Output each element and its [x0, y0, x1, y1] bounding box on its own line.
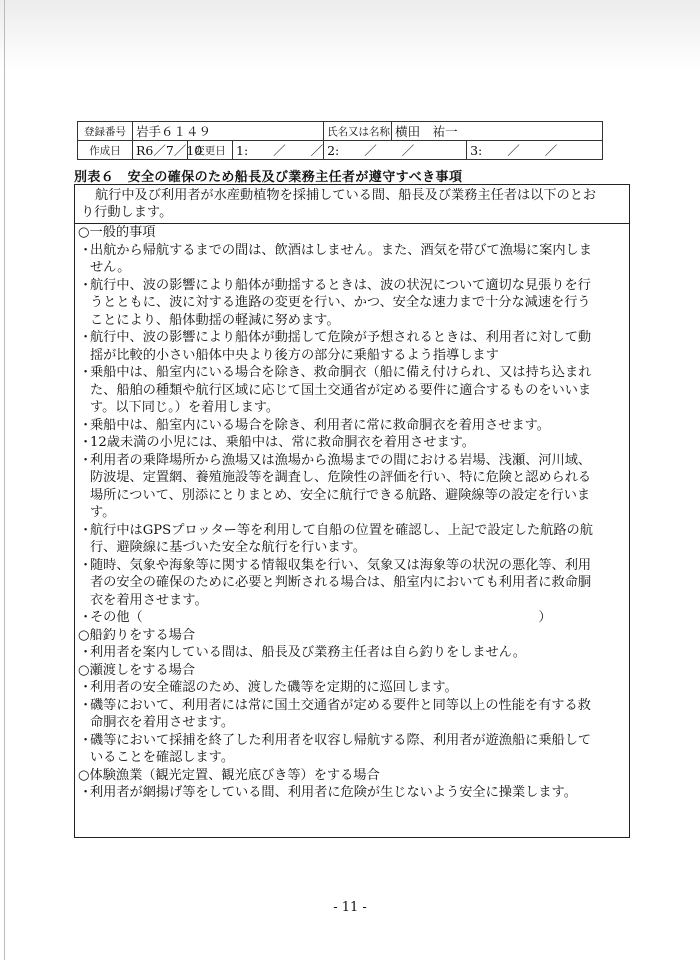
- rule-line: その他（ ）: [90, 610, 552, 625]
- rule-line: 利用者の乗降場所から漁場又は漁場から漁場までの間における岩場、浅瀬、河川域、: [90, 452, 592, 468]
- bullet-mark: ・: [79, 277, 93, 293]
- rule-line: 者の安全の確保のために必要と判断される場合は、船室内においても利用者に救命胴: [90, 575, 592, 590]
- registration-number-value: 岩手６１４９: [133, 122, 324, 141]
- created-date-value: R6／7／10: [133, 141, 188, 160]
- rule-item: [78, 417, 625, 435]
- bullet-mark: ・: [79, 330, 93, 345]
- rule-line: 航行中、波の影響により船体が動揺して危険が予想されるときは、利用者に対して動: [90, 330, 592, 345]
- name-value: 横田 祐一: [392, 122, 603, 141]
- rule-line: いることを確認します。: [90, 750, 235, 765]
- rule-item: [78, 434, 625, 452]
- page-top-shadow: [0, 0, 700, 70]
- bullet-mark: ・: [79, 645, 93, 660]
- bullet-mark: ・: [79, 365, 93, 380]
- bullet-mark: ・: [79, 435, 93, 450]
- bullet-mark: ・: [79, 785, 93, 800]
- rule-line: 出航から帰航するまでの間は、飲酒はしません。また、酒気を帯びて漁場に案内しま: [90, 242, 592, 258]
- intro-line: り行動します。: [81, 205, 173, 220]
- change-date-3: 3: ／ ／: [467, 141, 603, 160]
- rule-line: 随時、気象や海象等に関する情報収集を行い、気象又は海象等の状況の悪化等、利用: [90, 557, 592, 573]
- intro-line: 航行中及び利用者が水産動植物を採捕している間、船長及び業務主任者は以下のとお: [95, 188, 597, 203]
- rule-item: [78, 609, 625, 627]
- rule-line: 命胴衣を着用させます。: [90, 715, 235, 730]
- rule-line: 磯等において、利用者には常に国土交通省が定める要件と同等以上の性能を有する救: [90, 697, 591, 713]
- bullet-mark: ・: [79, 697, 93, 713]
- rule-line: 利用者を案内している間は、船長及び業務主任者は自ら釣りをしません。: [90, 645, 526, 660]
- rule-line: た、船舶の種類や航行区域に応じて国土交通省が定める要件に適合するものをいいま: [90, 382, 592, 398]
- rule-item: [78, 557, 625, 610]
- rule-line: うとともに、波に対する進路の変更を行い、かつ、安全な速力まで十分な減速を行う: [90, 295, 591, 310]
- name-label: 氏名又は名称: [324, 122, 392, 141]
- intro-text: [75, 185, 629, 224]
- rule-item: [78, 329, 625, 364]
- rule-line: 利用者の安全確認のため、渡した磯等を定期的に巡回します。: [90, 680, 458, 695]
- rule-line: せん。: [90, 260, 131, 275]
- rule-line: ことにより、船体動揺の軽減に努めます。: [90, 312, 340, 328]
- rule-item: [78, 242, 625, 277]
- change-date-2: 2: ／ ／: [324, 141, 467, 160]
- rule-line: 利用者が網揚げ等をしている間、利用者に危険が生じないよう安全に操業します。: [90, 785, 577, 800]
- rule-item: [78, 679, 625, 697]
- section-title: 別表６ 安全の確保のため船長及び業務主任者が遵守すべき事項: [74, 170, 463, 185]
- rule-line: 乗船中は、船室内にいる場合を除き、救命胴衣（船に備え付けられ、又は持ち込まれ: [90, 365, 592, 380]
- bullet-mark: ・: [79, 417, 93, 433]
- rule-item: [78, 364, 625, 417]
- section-heading: ○一般的事項: [78, 225, 156, 240]
- rule-line: 防波堤、定置網、養殖施設等を調査し、危険性の評価を行い、特に危険と認められる: [90, 470, 592, 485]
- rule-line: 磯等において採捕を終了した利用者を収容し帰航する際、利用者が遊漁船に乗船して: [90, 732, 592, 748]
- rule-item: [78, 277, 625, 330]
- rule-item: [78, 644, 625, 662]
- created-date-label: 作成日: [78, 141, 133, 160]
- bullet-mark: ・: [79, 557, 93, 573]
- rule-item: [78, 452, 625, 522]
- section-heading: ○瀬渡しをする場合: [78, 662, 196, 678]
- rule-line: す。: [90, 505, 116, 520]
- rule-item: [78, 784, 625, 802]
- rule-line: 航行中、波の影響により船体が動揺するときは、波の状況について適切な見張りを行: [90, 277, 591, 293]
- rule-line: 航行中はGPSプロッター等を利用して自船の位置を確認し、上記で設定した航路の航: [90, 522, 593, 538]
- rule-line: 衣を着用させます。: [90, 592, 208, 608]
- section-heading: ○船釣りをする場合: [78, 627, 196, 643]
- rule-line: 乗船中は、船室内にいる場合を除き、利用者に常に救命胴衣を着用させます。: [90, 417, 550, 433]
- rule-line: す。以下同じ。）を着用します。: [90, 400, 280, 415]
- rules-list: [75, 224, 629, 802]
- bullet-mark: ・: [79, 680, 93, 695]
- rule-item: [78, 522, 625, 557]
- page-number: - 11 -: [333, 900, 367, 915]
- bullet-mark: ・: [79, 732, 93, 748]
- rule-line: 12歳未満の小児には、乗船中は、常に救命胴衣を着用させます。: [90, 435, 475, 450]
- rule-item: [78, 697, 625, 732]
- section-heading: ○体験漁業（観光定置、観光底びき等）をする場合: [78, 767, 380, 783]
- rules-box: [74, 184, 630, 838]
- bullet-mark: ・: [79, 452, 93, 468]
- rule-item: [78, 732, 625, 767]
- page-edge-line: [4, 0, 5, 960]
- registration-table: [77, 121, 603, 160]
- rule-line: 行、避険線に基づいた安全な航行を行います。: [90, 540, 366, 555]
- rule-line: 揺が比較的小さい船体中央より後方の部分に乗船するよう指導します: [90, 347, 499, 363]
- registration-number-label: 登録番号: [78, 122, 133, 141]
- change-date-1: 1: ／ ／: [233, 141, 324, 160]
- bullet-mark: ・: [79, 242, 93, 258]
- bullet-mark: ・: [79, 610, 93, 625]
- changed-date-label: 変更日: [188, 141, 233, 160]
- rule-line: 場所について、別添にとりまとめ、安全に航行できる航路、避険線等の設定を行いま: [90, 487, 591, 503]
- bullet-mark: ・: [79, 522, 93, 538]
